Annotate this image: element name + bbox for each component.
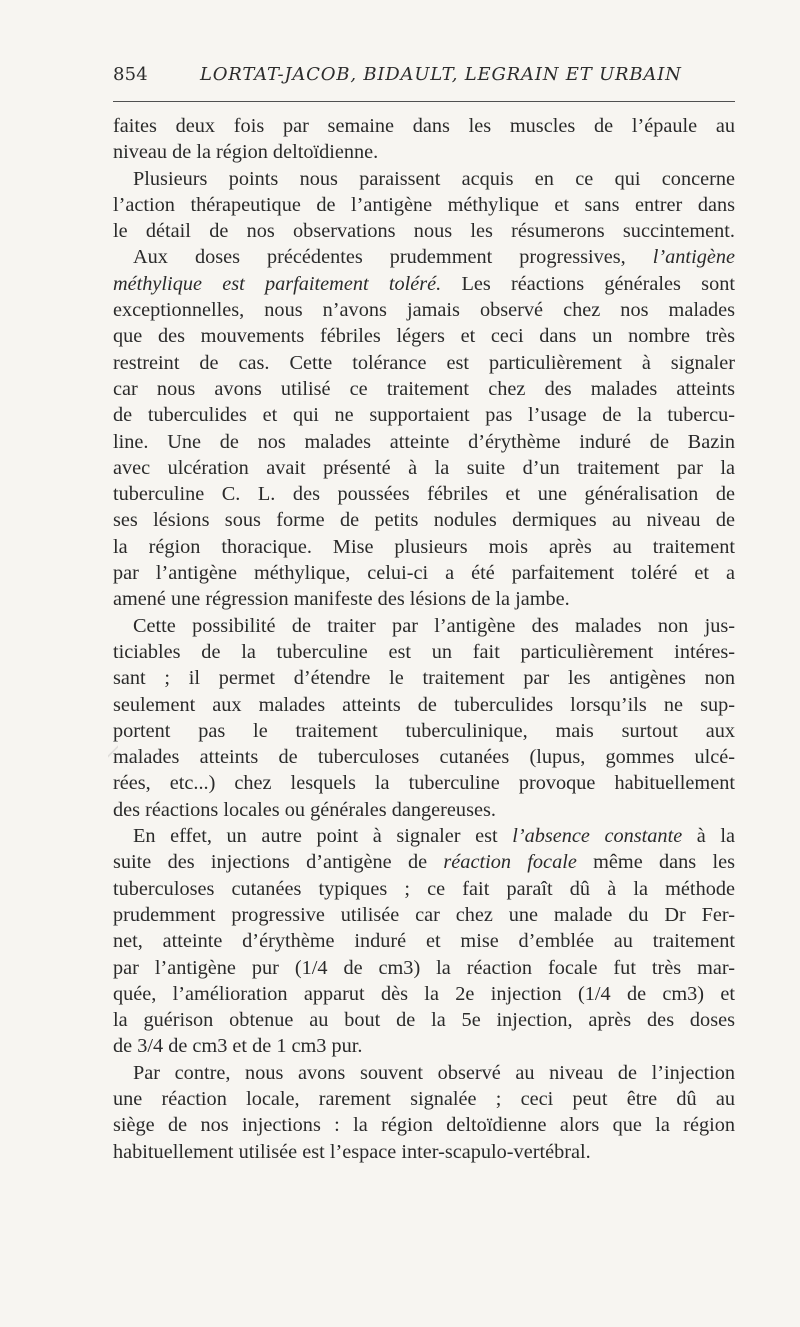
text-line: rées, etc...) chez lesquels la tuberculine provoque habituellement (113, 772, 735, 795)
running-header (113, 60, 735, 94)
text-line (113, 271, 735, 297)
text-line: de tuberculides et qui ne supportaient pas l’usage de la tubercu- (113, 404, 735, 427)
text-segment: suite des injections d’antigène de (113, 851, 444, 874)
paragraph-6 (113, 1060, 735, 1165)
text-line (113, 244, 735, 270)
text-line (113, 849, 735, 875)
text-line: ticiables de la tuberculine est un fait particulièrement intéres- (113, 640, 735, 663)
text-line: sant ; il permet d’étendre le traitement par les antigènes non (113, 667, 735, 690)
text-line: restreint de cas. Cette tolérance est particulièrement à signaler (113, 351, 735, 374)
text-line: Par contre, nous avons souvent observé au niveau de l’injection (133, 1061, 735, 1084)
text-line: avec ulcération avait présenté à la suite d’un traitement par la (113, 456, 735, 479)
text-line (113, 823, 735, 849)
paragraph-1 (113, 113, 735, 166)
text-line: tuberculine C. L. des poussées fébriles et une généralisation de (113, 483, 735, 506)
paragraph-5 (113, 823, 735, 1060)
paragraph-3 (113, 244, 735, 612)
emphasis-text: méthylique est parfaitement toléré. (113, 272, 442, 295)
emphasis-text: l’antigène (652, 246, 735, 269)
text-line: portent pas le traitement tuberculinique, mais surtout aux (113, 719, 735, 742)
text-line: line. Une de nos malades atteinte d’érythème induré de Bazin (113, 430, 735, 453)
text-line: prudemment progressive utilisée car chez une malade du Dr Fer- (113, 903, 735, 926)
text-line: niveau de la région deltoïdienne. (113, 141, 379, 164)
text-line: faites deux fois par semaine dans les muscles de l’épaule au (113, 115, 735, 137)
text-line: par l’antigène pur (1/4 de cm3) la réaction focale fut très mar- (113, 956, 735, 979)
text-line: net, atteinte d’érythème induré et mise d’emblée au traitement (113, 930, 735, 953)
text-line: la guérison obtenue au bout de la 5e injection, après des doses (113, 1009, 735, 1032)
text-line: le détail de nos observations nous les résumerons succintement. (113, 220, 735, 243)
running-title: LORTAT-JACOB, BIDAULT, LEGRAIN ET URBAIN (200, 64, 682, 85)
text-line: que des mouvements fébriles légers et ceci dans un nombre très (113, 325, 735, 348)
text-line: amené une régression manifeste des lésions de la jambe. (113, 588, 570, 611)
header-rule (113, 101, 735, 102)
paragraph-2 (113, 166, 735, 245)
text-line: ses lésions sous forme de petits nodules dermiques au niveau de (113, 509, 735, 532)
text-segment: En effet, un autre point à signaler est (133, 825, 513, 848)
text-line: seulement aux malades atteints de tuberculides lorsqu’ils ne sup- (113, 693, 735, 716)
text-line: tuberculoses cutanées typiques ; ce fait paraît dû à la méthode (113, 877, 735, 900)
text-segment: Les réactions générales sont (441, 272, 735, 295)
text-line: car nous avons utilisé ce traitement chez des malades atteints (113, 377, 735, 400)
text-line: par l’antigène méthylique, celui-ci a été parfaitement toléré et a (113, 562, 735, 585)
text-line: quée, l’amélioration apparut dès la 2e injection (1/4 de cm3) et (113, 982, 735, 1005)
text-line: Plusieurs points nous paraissent acquis en ce qui concerne (133, 167, 735, 190)
text-segment: Aux doses précédentes prudemment progressives, (133, 246, 653, 269)
body-text (113, 113, 735, 1165)
page-number: 854 (113, 64, 148, 85)
text-line: l’action thérapeutique de l’antigène méthylique et sans entrer dans (113, 193, 735, 216)
text-line: malades atteints de tuberculoses cutanées (lupus, gommes ulcé- (113, 746, 735, 769)
text-line: de 3/4 de cm3 et de 1 cm3 pur. (113, 1035, 363, 1058)
emphasis-text: l’absence constante (512, 825, 683, 848)
text-line: siège de nos injections : la région deltoïdienne alors que la région (113, 1114, 735, 1137)
emphasis-text: réaction focale (443, 851, 577, 874)
text-line: habituellement utilisée est l’espace inter-scapulo-vertébral. (113, 1140, 591, 1163)
text-line: la région thoracique. Mise plusieurs mois après au traitement (113, 535, 735, 558)
text-line: exceptionnelles, nous n’avons jamais observé chez nos malades (113, 299, 735, 322)
text-segment: même dans les (576, 851, 735, 874)
text-line: Cette possibilité de traiter par l’antigène des malades non jus- (133, 614, 735, 637)
paragraph-4 (113, 613, 735, 823)
text-line: des réactions locales ou générales dangereuses. (113, 798, 496, 821)
text-segment: à la (682, 825, 736, 848)
text-line: une réaction locale, rarement signalée ; ceci peut être dû au (113, 1087, 735, 1110)
